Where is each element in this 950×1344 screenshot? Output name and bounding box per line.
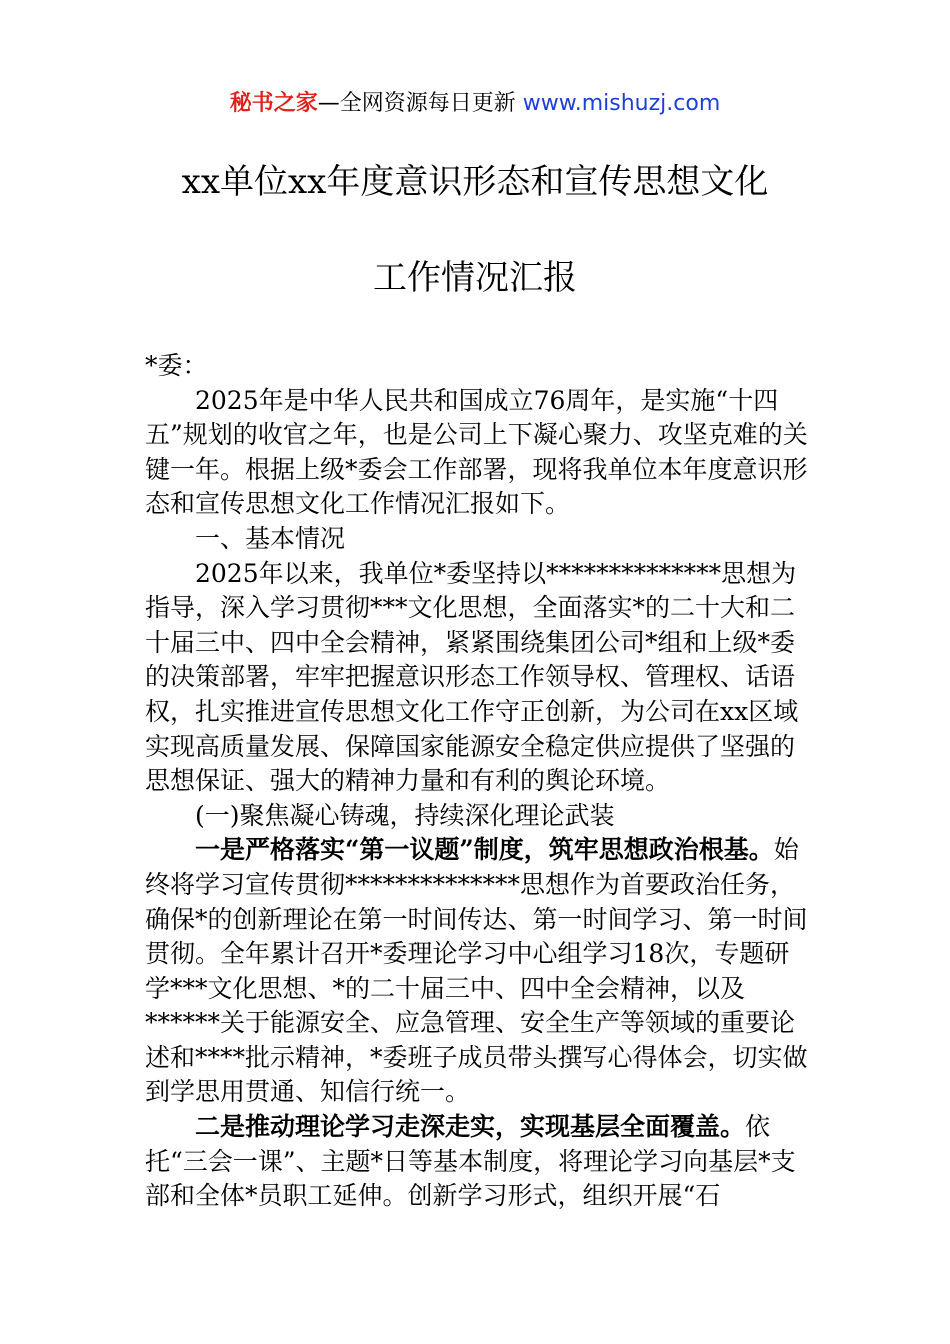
point1-body: 始终将学习宣传贯彻**************思想作为首要政治任务，确保*的创新理论在第一时间传达、第一时间学习、第一时间贯彻。全年累计召开*委理论学习中心组学习18次，专题研学***文化思想、*的二十届三中、四中全会精神，以及******关于能源安全、应急管理、安全生产等领域的重要论述和****批示精神，*委班子成员带头撰写心得体会，切实做到学思用贯通、知信行统一。	[145, 835, 808, 1107]
section1-paragraph: 2025年以来，我单位*委坚持以**************思想为指导，深入学习贯彻***文化思想，全面落实*的二十大和二十届三中、四中全会精神，紧紧围绕集团公司*组和上级*委的决策部署，牢牢把握意识形态工作领导权、管理权、话语权，扎实推进宣传思想文化工作守正创新，为公司在xx区域实现高质量发展、保障国家能源安全稳定供应提供了坚强的思想保证、强大的精神力量和有利的舆论环境。	[145, 558, 799, 796]
point1-paragraph	[145, 833, 813, 1110]
site-link[interactable]: www.mishuzj.com	[522, 91, 721, 116]
document-body	[145, 349, 813, 1214]
site-header	[0, 88, 950, 120]
point2-body: 依托“三会一课”、主题*日等基本制度，将理论学习向基层*支部和全体*员职工延伸。创新学习形式，组织开展“石	[145, 1112, 796, 1211]
point2-paragraph	[145, 1110, 813, 1214]
document-title-line2: 工作情况汇报	[373, 258, 577, 298]
salutation: *委：	[145, 351, 208, 380]
intro-paragraph: 2025年是中华人民共和国成立76周年，是实施“十四五”规划的收官之年，也是公司上下凝心聚力、攻坚克难的关键一年。根据上级*委会工作部署，现将我单位本年度意识形态和宣传思想文化工作情况汇报如下。	[145, 385, 808, 519]
header-slogan: —全网资源每日更新	[317, 91, 523, 116]
section1-heading: 一、基本情况	[195, 523, 346, 553]
point2-lead: 二是推动理论学习走深走实，实现基层全面覆盖。	[195, 1112, 746, 1142]
point1-lead: 一是严格落实“第一议题”制度，筑牢思想政治根基。	[195, 835, 774, 865]
document-title-line1: xx单位xx年度意识形态和宣传思想文化	[181, 162, 769, 202]
brand-name: 秘书之家	[229, 91, 318, 116]
subsection1-heading: (一)聚焦凝心铸魂，持续深化理论武装	[195, 800, 615, 830]
